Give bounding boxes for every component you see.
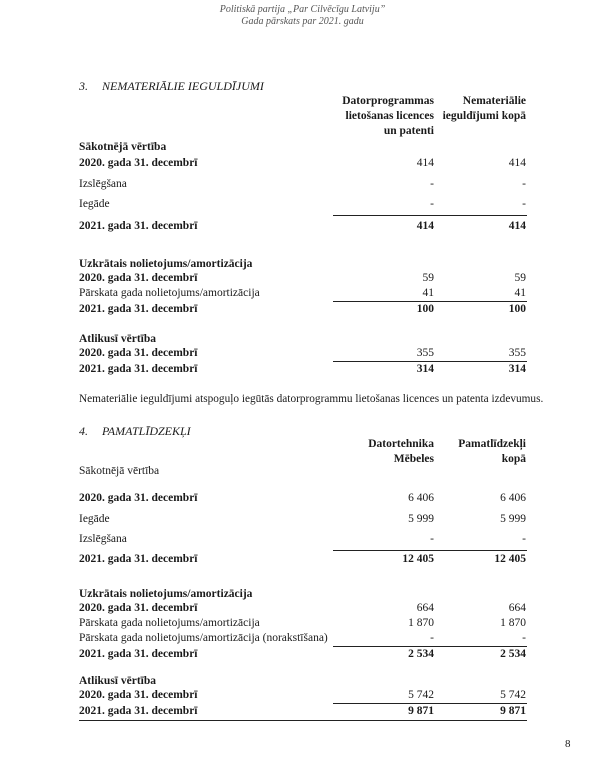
table-row-label: Pārskata gada nolietojums/amortizācija (norakstīšana) [79, 632, 328, 644]
table-cell: - [430, 533, 434, 545]
table-cell: 414 [508, 157, 526, 169]
divider [79, 720, 527, 721]
table-cell: 355 [508, 347, 526, 359]
table-cell: 414 [416, 157, 434, 169]
divider [333, 550, 527, 551]
section3-col2-line: Nemateriālie [462, 95, 526, 107]
divider [333, 301, 527, 302]
table-row-label: 2020. gada 31. decembrī [79, 157, 198, 169]
section4-title: PAMATLĪDZEKĻI [102, 424, 191, 438]
section3-col1-line: Datorprogrammas [342, 95, 434, 107]
section3-col1-line: lietošanas licences [345, 110, 434, 122]
table-cell: 12 405 [402, 553, 434, 565]
table-cell: 1 870 [500, 617, 526, 629]
table-cell: 1 870 [408, 617, 434, 629]
table-cell: 314 [508, 363, 526, 375]
section3-col2-header [440, 94, 526, 124]
section4-group1-title: Sākotnējā vērtība [79, 465, 160, 477]
section4-col1-line: Datortehnika [368, 438, 434, 450]
table-cell: 9 871 [500, 705, 526, 717]
section3-col1-header [300, 94, 434, 139]
header-line-2: Gada pārskats par 2021. gadu [241, 16, 364, 27]
table-cell: 664 [508, 602, 526, 614]
table-cell: 314 [416, 363, 434, 375]
table-cell: - [430, 178, 434, 190]
section4-col1-header [300, 437, 434, 467]
divider [333, 215, 527, 216]
table-cell: 414 [416, 220, 434, 232]
table-row-label: 2021. gada 31. decembrī [79, 648, 198, 660]
table-row-label: Izslēgšana [79, 533, 127, 545]
table-row-label: 2020. gada 31. decembrī [79, 602, 198, 614]
table-cell: 5 999 [500, 513, 526, 525]
table-cell: 5 742 [408, 689, 434, 701]
section4-col2-line: Pamatlīdzekļi [458, 438, 526, 450]
table-cell: 12 405 [494, 553, 526, 565]
divider [333, 646, 527, 647]
table-cell: 100 [508, 303, 526, 315]
table-cell: 59 [514, 272, 526, 284]
table-cell: - [430, 632, 434, 644]
table-row-label: 2021. gada 31. decembrī [79, 303, 198, 315]
section4-col1-line: Mēbeles [393, 453, 434, 465]
table-row-label: 2021. gada 31. decembrī [79, 363, 198, 375]
table-row-label: Izslēgšana [79, 178, 127, 190]
page-number: 8 [565, 738, 571, 750]
table-cell: 9 871 [408, 705, 434, 717]
section3-number: 3. [79, 79, 88, 93]
table-cell: 41 [422, 287, 434, 299]
section4-number: 4. [79, 424, 88, 438]
section3-col2-line: ieguldījumi kopā [442, 110, 526, 122]
divider [333, 361, 527, 362]
table-row-label: 2020. gada 31. decembrī [79, 689, 198, 701]
table-cell: 2 534 [408, 648, 434, 660]
table-cell: 6 406 [500, 492, 526, 504]
table-cell: - [522, 178, 526, 190]
section4-col2-header [440, 437, 526, 467]
section3-note: Nemateriālie ieguldījumi atspoguļo iegūtās datorprogrammu lietošanas licences un patenta izdevumus. [79, 393, 544, 405]
table-row-label: 2020. gada 31. decembrī [79, 272, 198, 284]
table-row-label: 2021. gada 31. decembrī [79, 705, 198, 717]
header-line-1: Politiskā partija „Par Cilvēcīgu Latviju” [219, 4, 386, 15]
table-cell: - [522, 198, 526, 210]
section4-group3-title: Atlikusī vērtība [79, 675, 156, 687]
table-cell: 6 406 [408, 492, 434, 504]
section4-group2-title: Uzkrātais nolietojums/amortizācija [79, 588, 253, 600]
table-row-label: 2020. gada 31. decembrī [79, 492, 198, 504]
section3-group2-title: Uzkrātais nolietojums/amortizācija [79, 258, 253, 270]
section3-group1-title: Sākotnējā vērtība [79, 141, 167, 153]
table-row-label: 2021. gada 31. decembrī [79, 220, 198, 232]
table-cell: - [522, 533, 526, 545]
section3-col1-line: un patenti [383, 125, 434, 137]
table-cell: 414 [508, 220, 526, 232]
table-row-label: Iegāde [79, 198, 110, 210]
table-cell: 2 534 [500, 648, 526, 660]
table-cell: 41 [514, 287, 526, 299]
section3-title: NEMATERIĀLIE IEGULDĪJUMI [102, 79, 264, 93]
divider [333, 703, 527, 704]
table-cell: - [522, 632, 526, 644]
table-row-label: 2020. gada 31. decembrī [79, 347, 198, 359]
table-cell: 5 999 [408, 513, 434, 525]
section3-group3-title: Atlikusī vērtība [79, 333, 156, 345]
table-row-label: Pārskata gada nolietojums/amortizācija [79, 617, 260, 629]
table-row-label: Iegāde [79, 513, 110, 525]
table-cell: 59 [422, 272, 434, 284]
table-row-label: 2021. gada 31. decembrī [79, 553, 198, 565]
table-cell: 664 [416, 602, 434, 614]
table-cell: 5 742 [500, 689, 526, 701]
table-cell: - [430, 198, 434, 210]
table-cell: 100 [416, 303, 434, 315]
table-cell: 355 [416, 347, 434, 359]
table-row-label: Pārskata gada nolietojums/amortizācija [79, 287, 260, 299]
section4-col2-line: kopā [501, 453, 526, 465]
